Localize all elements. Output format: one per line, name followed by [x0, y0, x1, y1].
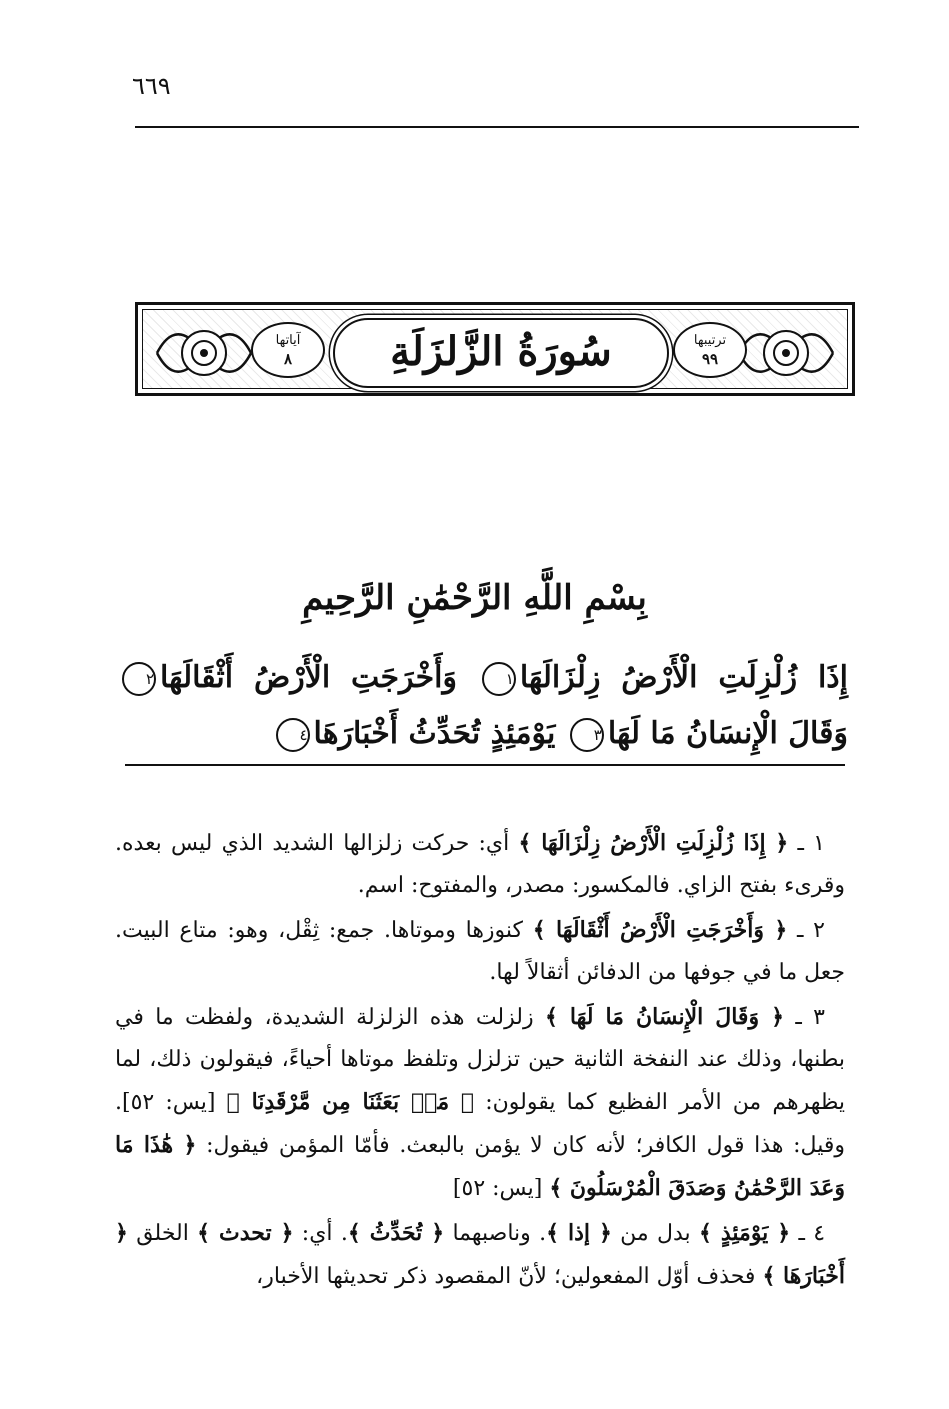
commentary-number: ٣ ـ [795, 1005, 825, 1030]
quoted-verse: ﴿ تحدث ﴾ [197, 1220, 294, 1246]
commentary-text: فحذف أوّل المفعولين؛ لأنّ المقصود ذكر تحديثها الأخبار، [256, 1264, 756, 1289]
surah-order-value: ٩٩ [701, 350, 719, 368]
quoted-verse: ﴿ وَقَالَ الْإِنسَانُ مَا لَهَا ﴾ [544, 1004, 784, 1030]
surah-header-banner [135, 302, 855, 396]
page-number: ٦٦٩ [132, 72, 171, 100]
verse-text: إِذَا زُلْزِلَتِ الْأَرْضُ زِلْزَالَهَا [519, 660, 849, 695]
quoted-verse: ﴿ إِذَا زُلْزِلَتِ الْأَرْضُ زِلْزَالَهَا ﴾ [518, 830, 789, 856]
quoted-verse: ﴿ يَوْمَئِذٍ ﴾ [698, 1220, 791, 1246]
quran-verses [118, 650, 848, 762]
commentary-number: ٤ ـ [798, 1221, 826, 1246]
quoted-verse: ﴿ وَأَخْرَجَتِ الْأَرْضُ أَثْقَالَهَا ﴾ [532, 917, 788, 943]
commentary-text: بدل من [620, 1221, 691, 1246]
tafsir-commentary [115, 822, 845, 1300]
ayah-number-marker: ٢ [122, 662, 156, 696]
commentary-text: وقيل: هذا قول الكافر؛ لأنه كان لا يؤمن بالبعث. فأمّا المؤمن فيقول: [206, 1133, 845, 1158]
commentary-paragraph [115, 822, 845, 907]
surah-title-cartouche [333, 318, 669, 388]
verse-text: يَوْمَئِذٍ تُحَدِّثُ أَخْبَارَهَا [313, 716, 556, 751]
ayah-number-marker: ٣ [570, 718, 604, 752]
left-arabesque-ornament [149, 316, 259, 390]
commentary-text: زلزلت هذه الزلزلة الشديدة، ولفظت ما في بطنها، وذلك عند النفخة الثانية حين تزلزل وتلفظ موتاها أحياءً، فيقولون ذلك، لما يظهرهم من الأمر الفظيع كما يقولون: [115, 1005, 846, 1115]
verse-text: وَقَالَ الْإِنسَانُ مَا لَهَا [607, 716, 848, 751]
surah-order-medallion [673, 322, 747, 378]
quoted-verse: ﴿ مَنۢ بَعَثَنَا مِن مَّرْقَدِنَا ﴾ [226, 1089, 475, 1115]
verses-divider-rule [125, 764, 845, 766]
ayah-number-marker: ٤ [276, 718, 310, 752]
quoted-verse: ﴿ تُحَدِّثُ ﴾ [347, 1220, 445, 1246]
verse-count-label: آياتها [275, 333, 301, 348]
basmala: بِسْمِ اللَّهِ الرَّحْمَٰنِ الرَّحِيمِ [302, 578, 647, 618]
commentary-text: كنوزها وموتاها. جمع: ثِقْل، وهو: متاع البيت. جعل ما في جوفها من الدفائن أثقالاً لها. [115, 918, 845, 985]
commentary-paragraph [115, 1212, 845, 1298]
commentary-text: . وناصبهما [452, 1221, 547, 1246]
verse-text: وَأَخْرَجَتِ الْأَرْضُ أَثْقَالَهَا [160, 660, 457, 695]
surah-title: سُورَةُ الزَّلزَلَةِ [390, 328, 612, 375]
quoted-verse: ﴿ هَٰذَا مَا وَعَدَ الرَّحْمَٰنُ وَصَدَقَ الْمُرْسَلُونَ ﴾ [115, 1132, 845, 1201]
commentary-text: الخلق [136, 1221, 189, 1246]
header-rule [135, 126, 859, 128]
verse-count-value: ٨ [283, 350, 293, 368]
commentary-number: ١ ـ [797, 831, 825, 856]
citation-reference: [يس: ٥٢] [452, 1176, 543, 1201]
commentary-number: ٢ ـ [797, 918, 825, 943]
ayah-number-marker: ١ [482, 662, 516, 696]
quoted-verse: ﴿ أَخْبَارَهَا ﴾ [115, 1220, 845, 1289]
commentary-text: أي: حركت زلزالها الشديد الذي ليس بعده. وقرىء بفتح الزاي. فالمكسور: مصدر، والمفتوح: اسم. [115, 831, 845, 898]
commentary-paragraph [115, 909, 845, 994]
surah-order-label: ترتيبها [693, 333, 727, 348]
citation-reference: [يس: ٥٢]. [115, 1090, 216, 1115]
verse-count-medallion [251, 322, 325, 378]
commentary-text: . أي: [301, 1221, 348, 1246]
commentary-paragraph [115, 996, 845, 1210]
quoted-verse: ﴿ إذا ﴾ [546, 1220, 612, 1246]
banner-ornament-field [142, 309, 848, 389]
right-arabesque-ornament [731, 316, 841, 390]
